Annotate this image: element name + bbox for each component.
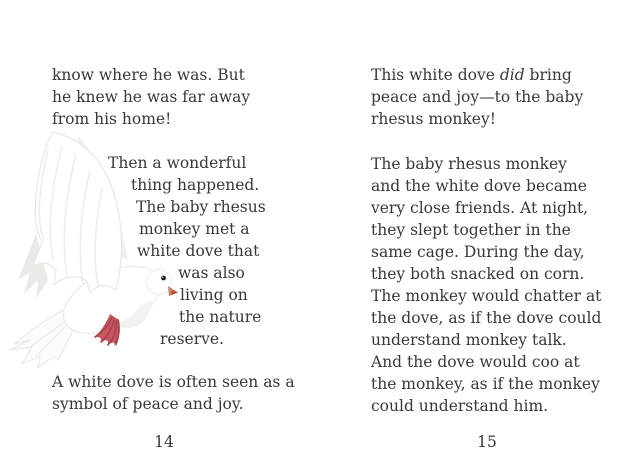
paragraph-wrapped-around-dove xyxy=(52,152,266,350)
text-line: The baby rhesus monkey xyxy=(371,155,567,173)
text-line: symbol of peace and joy. xyxy=(52,395,244,413)
text-line: was also xyxy=(178,264,245,282)
italic-emphasis: did xyxy=(499,66,525,84)
text-line: the nature xyxy=(179,308,262,326)
text-line xyxy=(371,64,583,86)
text-line: The baby rhesus xyxy=(136,198,266,216)
text-segment: This white dove xyxy=(371,66,500,84)
page-right xyxy=(320,0,640,471)
text-line: and the white dove became xyxy=(371,177,587,195)
text-line: the dove, as if the dove could xyxy=(371,309,602,327)
text-line: could understand him. xyxy=(371,397,549,415)
paragraph xyxy=(371,64,583,130)
text-line: know where he was. But xyxy=(52,66,245,84)
text-line: The monkey would chatter at xyxy=(371,287,602,305)
text-line: the monkey, as if the monkey xyxy=(371,375,600,393)
text-line: thing happened. xyxy=(131,176,260,194)
text-line: understand monkey talk. xyxy=(371,331,567,349)
text-line: white dove that xyxy=(137,242,260,260)
text-line: they both snacked on corn. xyxy=(371,265,585,283)
text-line: same cage. During the day, xyxy=(371,243,585,261)
text-segment: bring xyxy=(524,66,572,84)
text-line: living on xyxy=(180,286,248,304)
text-line: Then a wonderful xyxy=(108,154,247,172)
text-line: from his home! xyxy=(52,110,172,128)
text-line: monkey met a xyxy=(139,220,250,238)
text-line: they slept together in the xyxy=(371,221,571,239)
text-line: he knew he was far away xyxy=(52,88,251,106)
text-line: rhesus monkey! xyxy=(371,110,496,128)
page-number-right: 15 xyxy=(477,433,497,451)
text-line: And the dove would coo at xyxy=(371,353,580,371)
paragraph xyxy=(52,64,250,130)
text-line: very close friends. At night, xyxy=(371,199,589,217)
text-line: peace and joy—to the baby xyxy=(371,88,584,106)
paragraph xyxy=(371,153,601,417)
text-line: A white dove is often seen as a xyxy=(52,373,295,391)
page-number-left: 14 xyxy=(154,433,174,451)
text-line: reserve. xyxy=(160,330,224,348)
paragraph xyxy=(52,371,295,415)
